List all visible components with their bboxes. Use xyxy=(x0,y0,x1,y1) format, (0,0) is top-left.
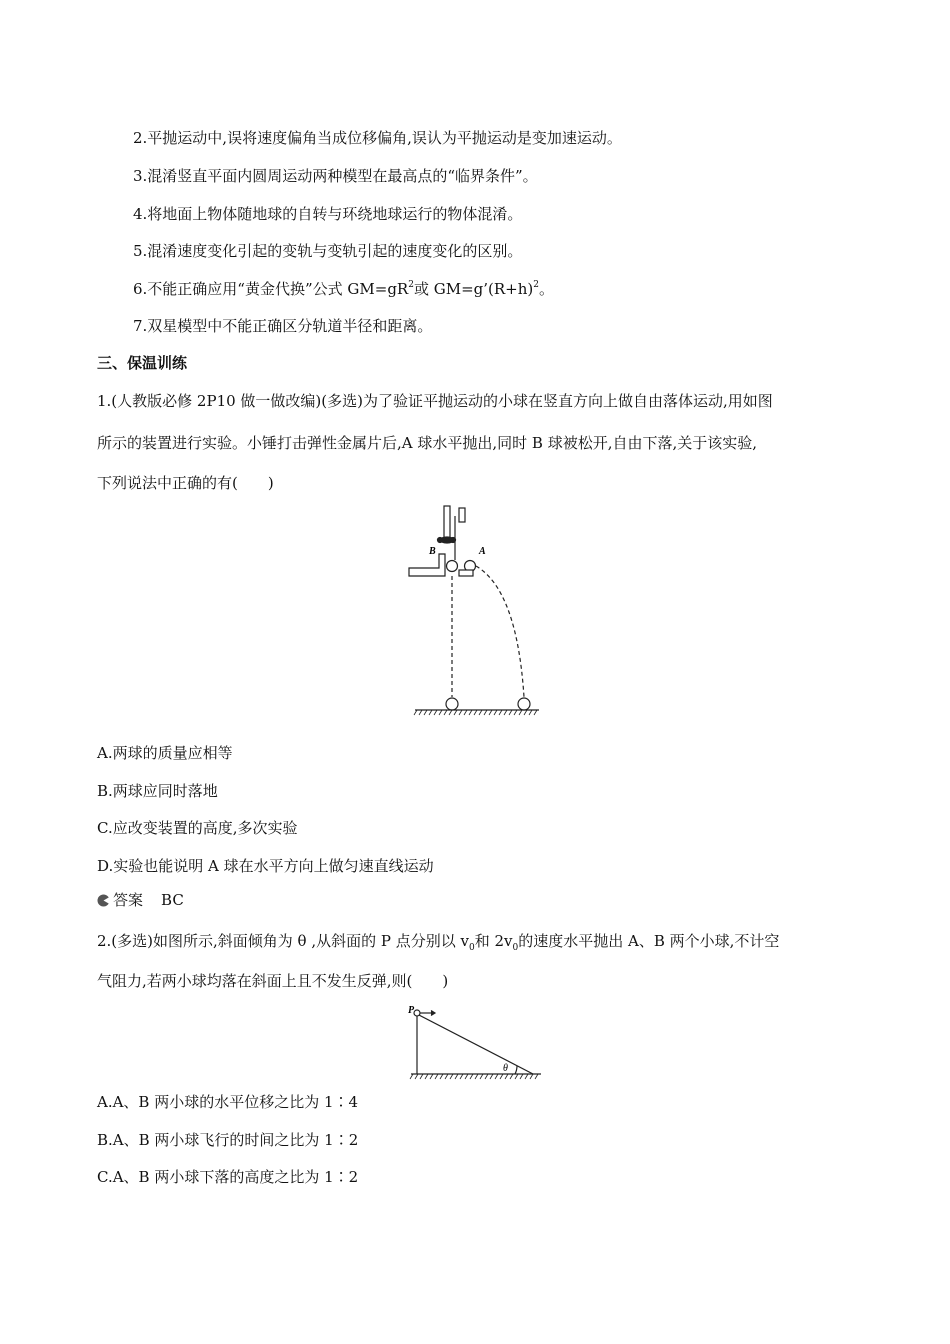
projectile-apparatus-figure xyxy=(405,500,545,720)
q1-stem-line-3: 下列说法中正确的有( ) xyxy=(97,474,274,492)
q1-stem-line-2: 所示的装置进行实验。小锤打击弹性金属片后,A 球水平抛出,同时 B 球被松开,自由下落,关于该实验, xyxy=(97,434,758,452)
q2-sub1: 0 xyxy=(469,943,475,953)
mistake-item-2: 2.平抛运动中,误将速度偏角当成位移偏角,误认为平抛运动是变加速运动。 xyxy=(133,129,622,147)
section-heading: 三、保温训练 xyxy=(97,354,188,372)
ball-a-land xyxy=(518,698,530,710)
ball-b-start xyxy=(447,561,458,572)
q1-stem-line-1: 1.(人教版必修 2P10 做一做改编)(多选)为了验证平抛运动的小球在竖直方向上做自由落体运动,用如图 xyxy=(97,392,773,410)
answer-value: BC xyxy=(161,891,184,909)
q2-stem-line-1 xyxy=(97,931,779,951)
q1-answer xyxy=(97,890,184,910)
q1-option-b: B.两球应同时落地 xyxy=(97,782,218,800)
projectile-path xyxy=(476,566,524,697)
item6-sup1: 2 xyxy=(408,280,414,290)
base-bracket xyxy=(409,554,445,576)
mistake-item-5: 5.混淆速度变化引起的变轨与变轨引起的速度变化的区别。 xyxy=(133,242,523,260)
label-p: P xyxy=(408,1005,415,1016)
q2-stem-line-2: 气阻力,若两小球均落在斜面上且不发生反弹,则( ) xyxy=(97,972,449,990)
ball-b-land xyxy=(446,698,458,710)
q2-line1-b: 和 2v xyxy=(474,932,513,950)
label-theta: θ xyxy=(503,1063,508,1074)
q2-option-a: A.A、B 两小球的水平位移之比为 1∶4 xyxy=(97,1093,359,1111)
q2-sub2: 0 xyxy=(512,943,519,953)
q2-option-c: C.A、B 两小球下落的高度之比为 1∶2 xyxy=(97,1168,359,1186)
label-b: B xyxy=(429,546,436,557)
q2-option-b: B.A、B 两小球飞行的时间之比为 1∶2 xyxy=(97,1131,359,1149)
q1-option-d: D.实验也能说明 A 球在水平方向上做匀速直线运动 xyxy=(97,857,434,875)
strip-clamp xyxy=(459,508,465,522)
incline-slope xyxy=(417,1014,533,1074)
incline-figure xyxy=(405,1000,545,1085)
hammer-handle xyxy=(444,506,450,538)
item6-middle: 或 GM=g’(R+h) xyxy=(413,280,534,298)
angle-arc xyxy=(515,1066,517,1074)
q2-line1-c: 的速度水平抛出 A、B 两个小球,不计空 xyxy=(518,932,780,950)
mistake-item-7: 7.双星模型中不能正确区分轨道半径和距离。 xyxy=(133,317,433,335)
q1-option-c: C.应改变装置的高度,多次实验 xyxy=(97,819,298,837)
label-a: A xyxy=(479,546,486,557)
answer-icon xyxy=(97,894,110,907)
point-p-ball xyxy=(414,1010,420,1016)
item6-prefix: 6.不能正确应用“黄金代换”公式 GM=gR xyxy=(133,280,409,298)
item6-suffix: 。 xyxy=(538,280,554,298)
q1-option-a: A.两球的质量应相等 xyxy=(97,744,233,762)
q2-line1-a: 2.(多选)如图所示,斜面倾角为 θ ,从斜面的 P 点分别以 v xyxy=(97,932,469,950)
answer-label: 答案 xyxy=(113,891,144,909)
mistake-item-6 xyxy=(133,279,554,299)
mistake-item-3: 3.混淆竖直平面内圆周运动两种模型在最高点的“临界条件”。 xyxy=(133,167,538,185)
mistake-item-4: 4.将地面上物体随地球的自转与环绕地球运行的物体混淆。 xyxy=(133,205,523,223)
item6-sup2: 2 xyxy=(533,280,539,290)
